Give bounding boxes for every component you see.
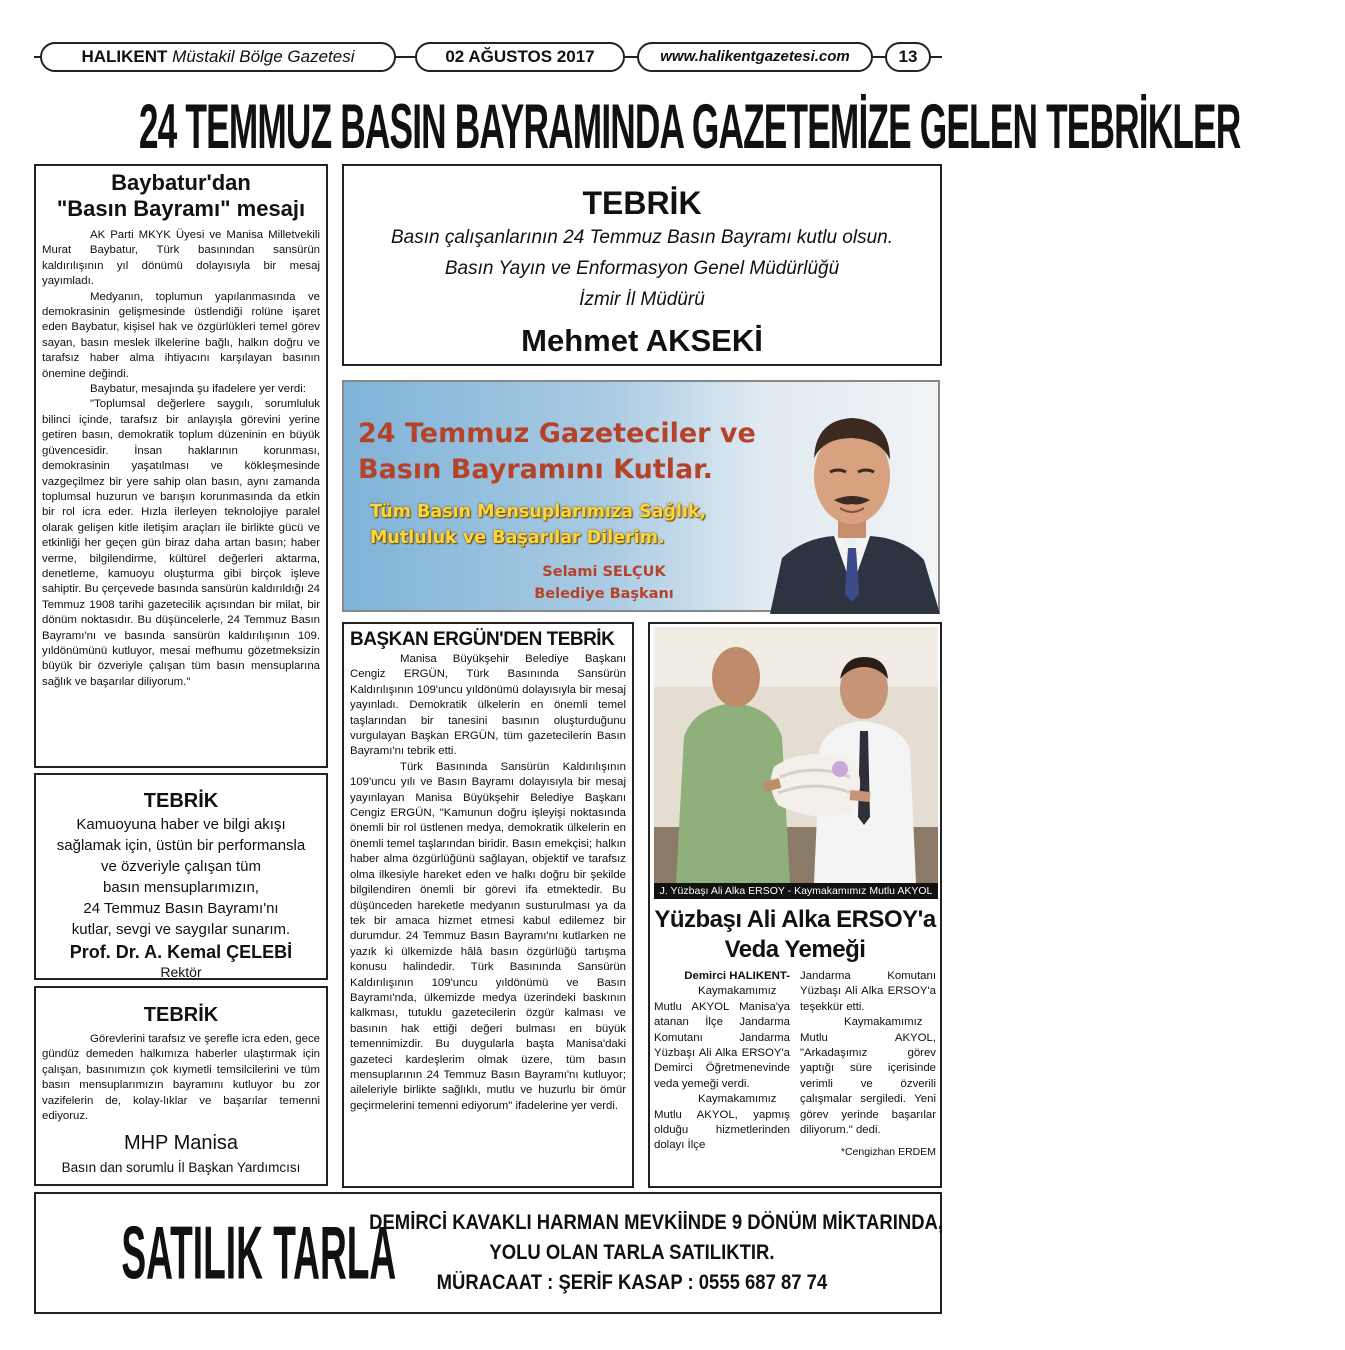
banner-line-1: 24 Temmuz Gazeteciler ve [358,418,756,449]
page-headline [34,91,1241,162]
ad-line-2 [330,1238,934,1268]
banner-role: Belediye Başkanı [534,586,674,602]
banner-line-3: Tüm Basın Mensuplarımıza Sağlık, [370,502,707,522]
photo-caption: J. Yüzbaşı Ali Alka ERSOY - Kaymakamımız Mutlu AKYOL [654,883,938,899]
tebrik-signatory: Prof. Dr. A. Kemal ÇELEBİ [69,942,293,962]
tebrik-mhp [34,986,328,1186]
land-sale-ad [34,1192,942,1314]
ad-line-1-text: DEMİRCİ KAVAKLI HARMAN MEVKİİNDE 9 DÖNÜM MİKTARINDA, [369,1211,944,1234]
tebrik-title: TEBRİK [143,790,219,812]
mayor-portrait [764,388,940,614]
issue-date: 02 AĞUSTOS 2017 [415,42,625,72]
tebrik-line: Kamuoyuna haber ve bilgi akışı [76,816,286,833]
brand-pill [40,42,396,72]
page-number: 13 [885,42,931,72]
ersoy-article [648,622,942,1188]
tebrik-line: ve özveriyle çalışan tüm [100,858,262,875]
tebrik-line: 24 Temmuz Basın Bayramı'nı [83,900,279,917]
website-link[interactable]: www.halikentgazetesi.com [637,42,873,72]
ad-line-2-text: YOLU OLAN TARLA SATILIKTIR. [489,1241,775,1264]
brand-name: HALIKENT [81,47,168,66]
tebrik-line: sağlamak için, üstün bir performansla [56,837,306,854]
ergun-paragraph: Türk Basınında Sansürün Kaldırılışının 109'uncu yılı ve Basın Bayramı dolayısıyla bir mesaj yayınlayan Manisa Büyükşehir Belediye Başkanı Cengiz ERGÜN, "Kamunun doğru işleyişi noktasında önemli bir rol üstlenen medya, demokratik ülkelerin en önemli temel taşlarından biridir. Basın emekçisi; halkın haber alma özgürlüğünü sağlayan, objektif ve tarafsız olma ilkesiyle hareket eden ve halkı doğru bir şekilde bilgilendiren önemli bir görevi ifa etmektedir. Bu düşünceden hareketle medyanın susturulması ya da tek bir amaca hizmet etmesi kabul edilemez bir durumdur. 24 Temmuz Basın Bayramı'nı kutlarken ne yazık ki ülkemizde hâlâ basın özgürlüğü tartışma konusu halindedir. Türk Basınında Sansürün Kaldırılışının 109'uncu yıldönümü ve Basın Bayramı'nda, ülkemizde medya üzerindeki baskının kalkması, tutuklu gazetecilerin özgür kalması ve basının hak ettiği değeri bulması en büyük temennimizdir. Bu duygularla başta Manisa'daki gazeteci kardeşlerim olmak üzere, tüm basın mensuplarının 24 Temmuz Basın Bayramı'nı kutluyor; aileleriyle birlikte sağlıklı, mutlu ve huzurlu bir ömür geçirmelerini temenni ediyorum" ifadelerine yer verdi. [350,760,626,1112]
tebrik-title: TEBRİK [143,1004,219,1026]
ersoy-title-2: Veda Yemeği [724,936,866,963]
baybatur-paragraph: AK Parti MKYK Üyesi ve Manisa Milletvekili Murat Baybatur, Türk basınından sansürün kaldırılışının yıl dönümü dolayısıyla bir mesaj yayımladı. [42,229,320,288]
ergun-title: BAŞKAN ERGÜN'DEN TEBRİK [350,629,615,650]
tebrik-line: basın mensuplarımızın, [103,879,259,896]
tebrik-line: İzmir İl Müdürü [579,289,705,310]
baybatur-title-1: Baybatur'dan [111,170,251,195]
ersoy-paragraph: Kaymakamımız Mutlu AKYOL, yapmış olduğu hizmetlerinden dolayı İlçe [654,1093,790,1152]
ad-details [330,1208,944,1298]
tebrik-line: Basın Yayın ve Enformasyon Genel Müdürlüğü [444,258,840,279]
baybatur-paragraph: Medyanın, toplumun yapılanmasında ve demokrasinin gelişmesinde üstlendiği rolüne işaret eden Baybatur, kişisel hak ve özgürlükleri temel görev sayan, basın meslek ilkelerine bağlı, halkın doğru ve tarafsız haber alma ihtiyacını karşılayan basının önemine değindi. [42,290,320,380]
tebrik-org: MHP Manisa [123,1132,239,1155]
tebrik-line: kutlar, sevgi ve saygılar sunarım. [71,921,291,938]
ersoy-paragraph: Kaymakamımız Mutlu AKYOL, "Arkadaşımız görev yaptığı süre içerisinde verimli ve özverili çalışmalar sergiledi. Yeni görev yerinde başarılar diliyorum." dedi. [800,1016,936,1137]
tebrik-role: Rektör [160,964,202,980]
ersoy-dateline: Demirci HALIKENT- [684,970,790,982]
tebrik-body: Görevlerini tarafsız ve şerefle icra eden, gece gündüz demeden halkımıza haberler ulaştırmak için çalışan, basınımızın çok kıymetli temsilcilerini ve tüm basın mensuplarımızın bayramını kutluyor bu zor vazifelerin de, kolay-lıklar ve başarılar temenni ediyoruz. [42,1033,320,1123]
ersoy-paragraph: Jandarma Komutanı Yüzbaşı Ali Alka ERSOY'a teşekkür etti. [800,970,936,1013]
tebrik-subtitle: Basın dan sorumlu İl Başkan Yardımcısı [61,1160,301,1176]
ersoy-title-1: Yüzbaşı Ali Alka ERSOY'a [654,906,936,933]
tebrik-akseki [342,164,942,366]
masthead-bar [34,40,942,74]
headline-text: 24 TEMMUZ BASIN BAYRAMINDA GAZETEMİZE GELEN TEBRİKLER [138,91,1241,162]
ad-big-text: SATILIK TARLA [121,1211,397,1296]
brand-tagline: Müstakil Bölge Gazetesi [172,47,355,66]
ergun-paragraph: Manisa Büyükşehir Belediye Başkanı Cengiz ERGÜN, Türk Basınında Sansürün Kaldırılışının 109'uncu yıldönümü dolayısıyla bir mesaj yayınladı. Demokratik ülkelerin en önemli temel taşlarından bir tanesini basının oluşturduğunu vurgulayan Başkan ERGÜN, tüm gazetecilerin Basın Bayramı'nı tebrik etti. [350,653,626,758]
ergun-article [342,622,634,1188]
banner-name: Selami SELÇUK [542,564,666,580]
tebrik-celebi [34,773,328,980]
ersoy-columns [654,969,936,1158]
selcuk-banner [342,380,940,612]
tebrik-signatory: Mehmet AKSEKİ [521,323,763,358]
ad-line-3-text: MÜRACAAT : ŞERİF KASAP : 0555 687 87 74 [436,1271,828,1294]
farewell-photo-illustration [654,627,938,883]
ad-line-3 [330,1268,934,1298]
baybatur-paragraph: Baybatur, mesajında şu ifadelere yer verdi: [90,383,306,396]
baybatur-title-2: "Basın Bayramı" mesajı [56,196,306,221]
tebrik-line: Basın çalışanlarının 24 Temmuz Basın Bayramı kutlu olsun. [391,227,893,248]
ad-line-1 [330,1208,944,1238]
ad-big-title [44,1204,397,1304]
ersoy-column-2 [800,969,936,1158]
farewell-photo [654,627,938,883]
ersoy-paragraph: Kaymakamımız Mutlu AKYOL Manisa'ya atanan İlçe Jandarma Komutanı Jandarma Yüzbaşı Ali Alka ERSOY'a Demirci Öğretmenevinde veda yemeği verdi. [654,985,790,1090]
banner-line-2: Basın Bayramını Kutlar. [358,454,713,485]
ersoy-column-1 [654,969,790,1158]
baybatur-paragraph: "Toplumsal değerlere saygılı, sorumluluk bilinci içinde, tarafsız bir anlayışla görevini yerine getiren basın, demokratik toplum düzeninin en büyük güvencesidir. İnsan haklarının korunması, demokrasinin yaşatılması ve kökleşmesinde vazgeçilmez bir yere sahip olan basın, aynı zamanda toplumsal huzurun ve barışın korunmasında da etkin bir rol icra eder. Hızla ilerleyen teknolojiye paralel olarak gelişen kitle iletişim araçları ile birlikte gücü ve etkinliği her geçen gün biraz daha artan basın; haber verme, bilgilendirme, kültürel değerleri aktarma, denetleme, kamuoyu oluşturma gibi birçok işleve sahiptir. Bu çerçevede basında sansürün kaldırıldığı 24 Temmuz 1908 tarihi gazetecilik açısından bir milat, bir dönüm noktasıdır. Bu düşüncelerle, 24 Temmuz Basın Bayramı'nı ve basında sansürün kaldırılışının 109. yıldönümünü kutluyor, mesai mefhumu gözetmeksizin büyük bir özveriyle çalışan tüm basın mensuplarına sağlık ve başarılar diliyorum." [42,398,320,688]
banner-line-4: Mutluluk ve Başarılar Dilerim. [370,528,665,548]
ersoy-author: *Cengizhan ERDEM [840,1146,936,1159]
baybatur-article [34,164,328,768]
tebrik-title: TEBRİK [582,185,702,221]
